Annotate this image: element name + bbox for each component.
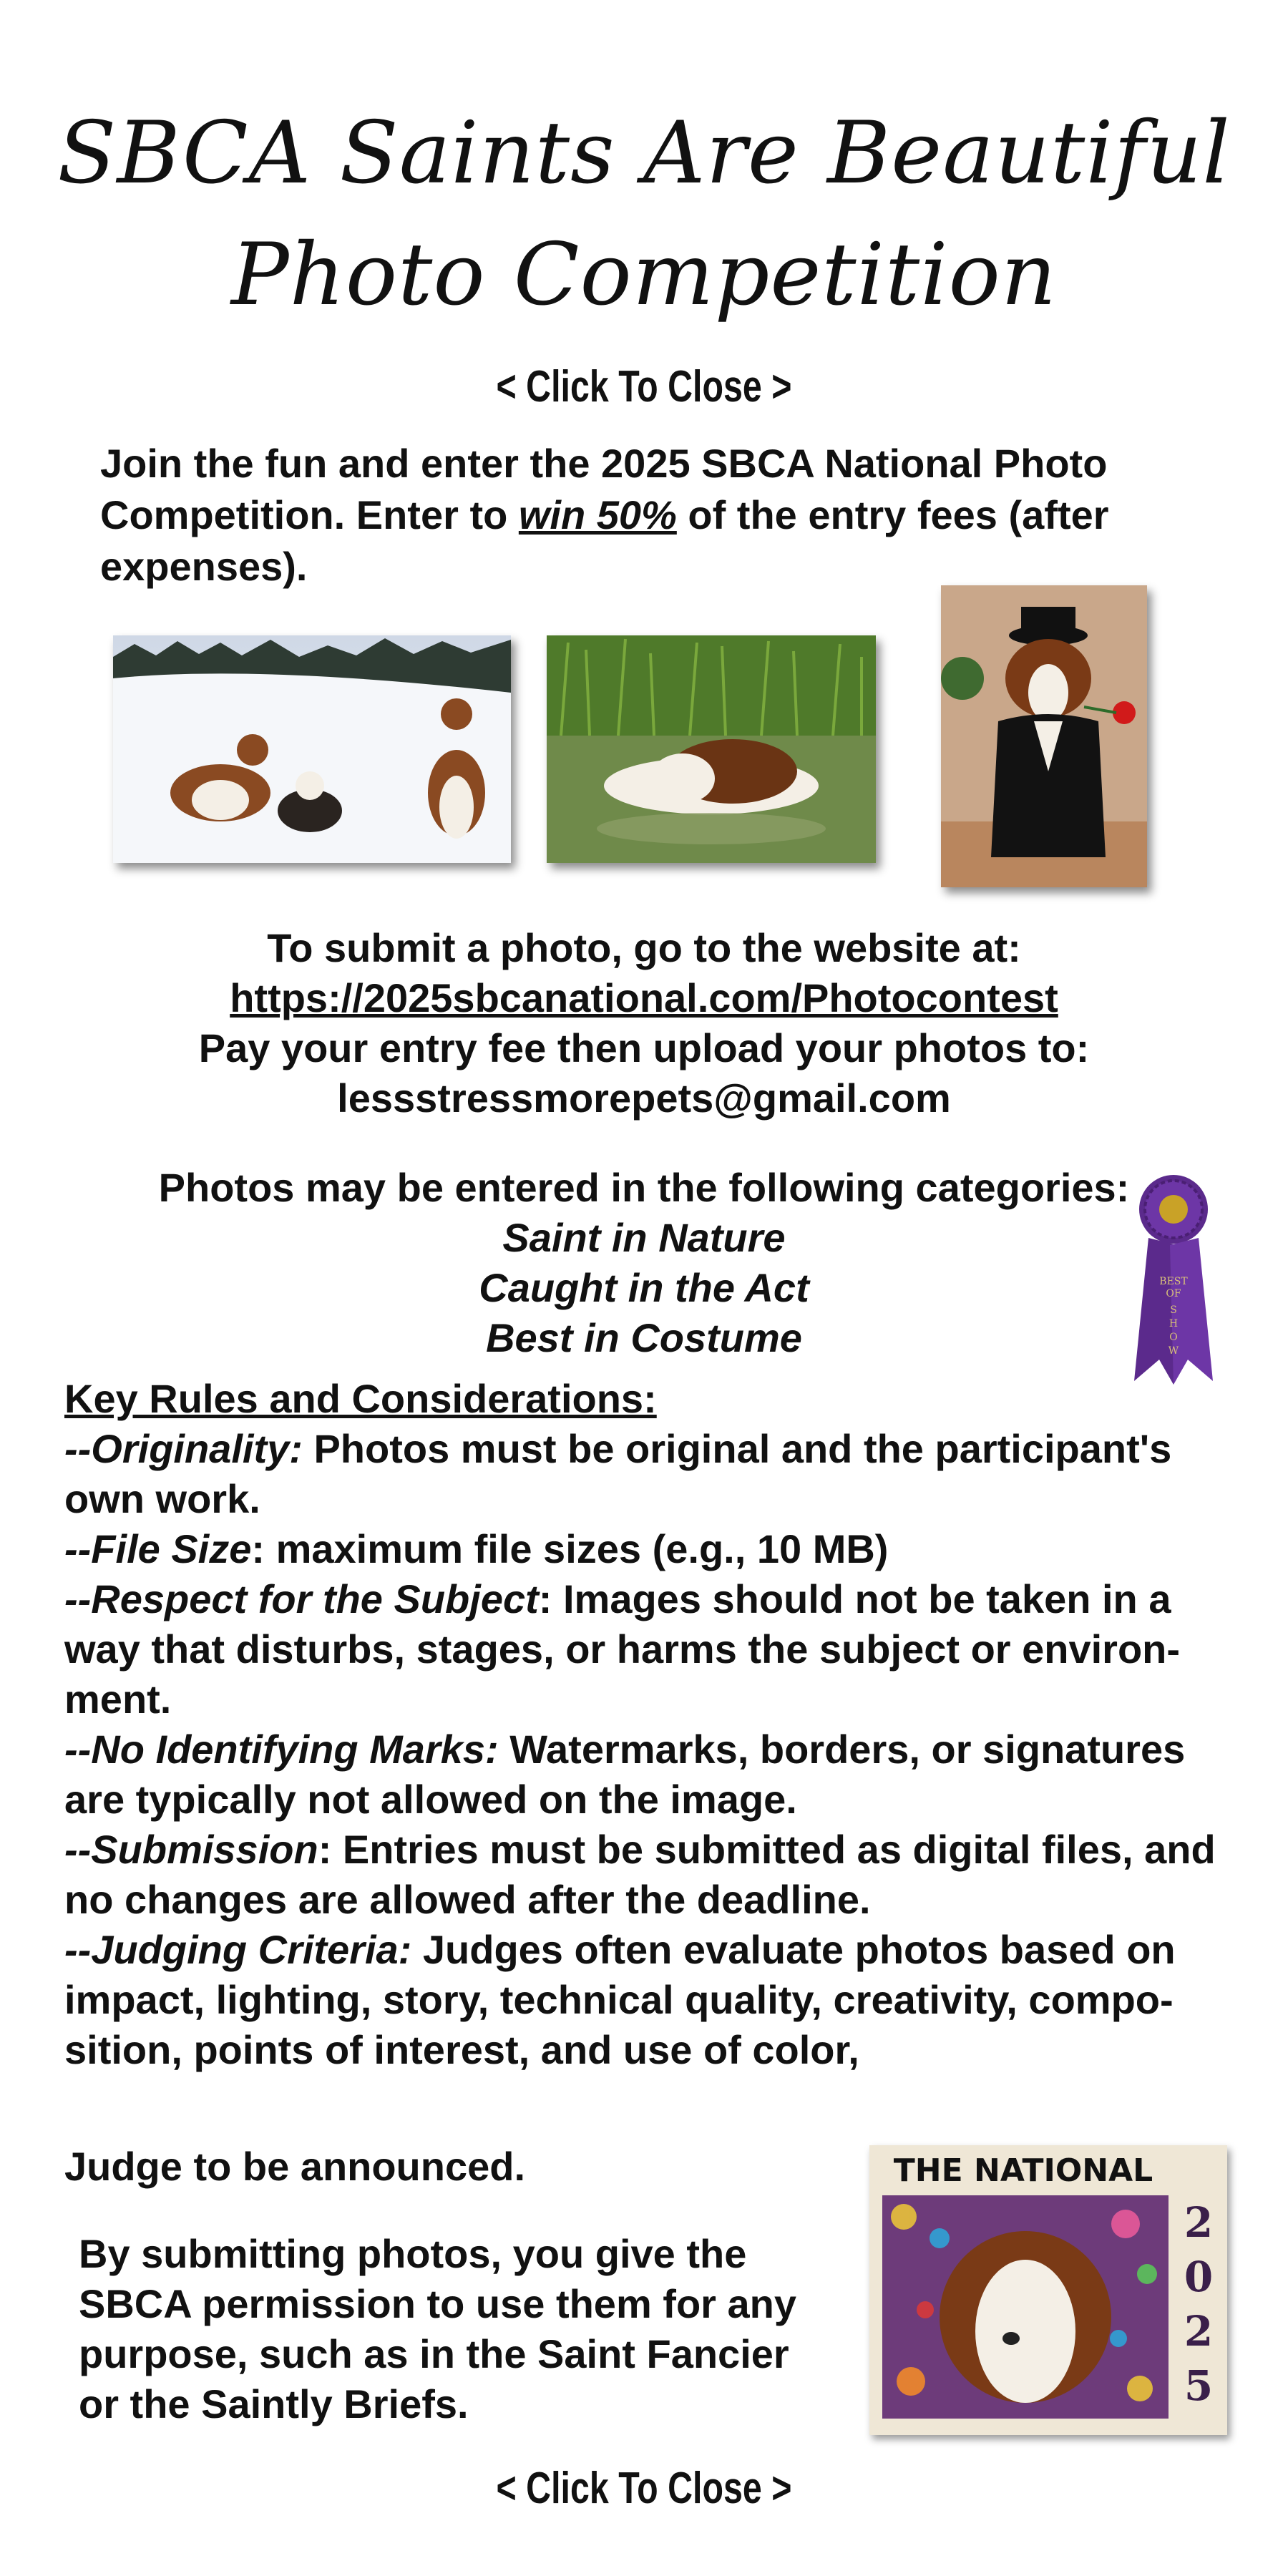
submit-info [0,923,1288,1123]
intro-text-part1: Join the fun and enter the 2025 SBCA National Photo Competition. Enter to [100,441,1108,537]
intro-text-part2: of the entry fees (after expenses). [100,492,1109,589]
year-digit: 5 [1184,2361,1214,2410]
rule-item [64,1925,1252,2075]
category-item: Saint in Nature [502,1215,786,1260]
page-title-line1: SBCA Saints Are Beautiful [57,104,1231,203]
page-title-line2: Photo Competition [230,225,1058,325]
best-of-show-ribbon-icon [1106,1174,1241,1388]
contest-url-link[interactable]: https://2025sbcanational.com/Photocontest [230,975,1058,1020]
ribbon-text: O [1169,1332,1178,1343]
ribbon-text: W [1168,1345,1179,1357]
ribbon-text: OF [1166,1288,1181,1299]
photo-dog-in-costume [941,585,1147,887]
rule-item [64,1724,1252,1825]
rule-key: --File Size [64,1526,252,1571]
photo-dogs-in-snow [113,635,511,863]
rule-item [64,1574,1252,1724]
rule-item [64,1424,1252,1524]
year-digit: 0 [1184,2253,1214,2301]
rule-text: Watermarks, borders, or signatures are typically not allowed on the image. [64,1727,1186,1822]
intro-paragraph [100,438,1231,592]
close-button-top[interactable]: < Click To Close > [496,362,792,411]
close-button-bottom[interactable]: < Click To Close > [496,2464,792,2513]
category-item: Best in Costume [486,1315,802,1360]
permission-text: By submitting photos, you give the SBCA permission to use them for any purpose, such as in the Saint Fancier or the Saintly Briefs. [79,2231,796,2426]
photo-dog-in-water [547,635,876,863]
national-artwork-image [882,2195,1169,2419]
submit-line1: To submit a photo, go to the website at: [267,925,1021,970]
rule-key: --Originality: [64,1426,303,1471]
rule-text: Photos must be original and the participant's own work. [64,1426,1172,1521]
national-title: THE NATIONAL [893,2152,1153,2189]
category-item: Caught in the Act [479,1265,809,1310]
rule-key: --Judging Criteria: [64,1927,412,1972]
rule-item [64,1825,1252,1925]
rules-block [64,1374,1252,2075]
categories-intro: Photos may be entered in the following categories: [158,1165,1130,1210]
ribbon-text: S [1170,1304,1177,1316]
categories-block [0,1163,1288,1363]
submit-line3: Pay your entry fee then upload your photos to: [198,1025,1090,1070]
rule-text: Judges often evaluate photos based on impact, lighting, story, technical quality, creativity, compo-sition, points of interest, and use of color, [64,1927,1176,2072]
ribbon-text: BEST [1159,1276,1188,1287]
rule-key: --Respect for the Subject [64,1576,539,1621]
national-year [1177,2195,1220,2413]
rule-text: : maximum file sizes (e.g., 10 MB) [251,1526,889,1571]
rule-key: --No Identifying Marks: [64,1727,499,1772]
rule-key: --Submission [64,1827,318,1872]
intro-win-text: win 50% [518,492,677,537]
rule-item [64,1524,1252,1574]
submit-email[interactable]: lessstressmorepets@gmail.com [337,1075,951,1121]
rule-text: : Images should not be taken in a way that disturbs, stages, or harms the subject or environ-ment. [64,1576,1181,1722]
judge-announcement: Judge to be announced. [64,2144,526,2189]
ribbon-text: H [1169,1318,1179,1330]
national-2025-badge [869,2145,1227,2435]
year-digit: 2 [1184,2307,1214,2356]
rules-heading: Key Rules and Considerations: [64,1376,657,1421]
rule-text: : Entries must be submitted as digital files, and no changes are allowed after the deadline. [64,1827,1216,1922]
year-digit: 2 [1184,2198,1214,2247]
